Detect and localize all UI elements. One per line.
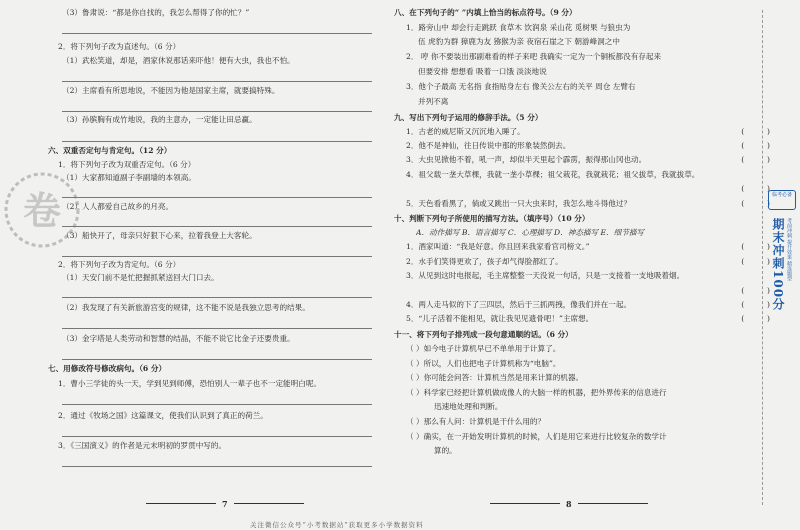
s6-q2-item-2: （2）我发现了有关新旅游宫变的规律，这不能不说是我独立思考的结果。 (62, 303, 310, 312)
footer-note: 关注微信公众号“小考数据站”获取更多小学数据资料 (250, 521, 424, 529)
answer-paren[interactable]: ( ) (741, 127, 770, 136)
answer-paren[interactable]: ( ) (741, 257, 770, 266)
page-7 (0, 0, 380, 512)
s8-item-2a: 2． 哼 你不要装出那副难看的样子来吧 我确实一定为一个铜板都没有存起来 (406, 52, 662, 61)
s8-item-1b: 伍 虎豹为群 獐鹿为友 猕猴为亲 夜宿石崖之下 朝游峰洞之中 (418, 37, 620, 46)
answer-line[interactable] (62, 197, 372, 198)
answer-line[interactable] (62, 33, 372, 34)
answer-line[interactable] (62, 404, 372, 405)
page-8 (394, 0, 774, 512)
s7-item-1: 1．曹小三学徒的头一天，学到见到师傅，恐怕别人一辈子也不一定能明白呢。 (58, 379, 322, 388)
section-8-title: 八、在下列句子的“ ”内填上恰当的标点符号。（9 分） (394, 8, 577, 17)
s6-q1-item-1: （1）大家都知道副子李副墙的本领高。 (62, 173, 196, 182)
q2-item-1: （1）武松笑道，却是，酒家休说那话来吓他！便有大虫，我也不怕。 (62, 56, 295, 65)
answer-line[interactable] (62, 436, 372, 437)
answer-paren[interactable]: ( ) (741, 155, 770, 164)
brand-badge (768, 190, 796, 370)
answer-line[interactable] (62, 297, 372, 298)
s8-item-2b: 但要安排 想想看 吸着一口饿 淡淡地说 (418, 67, 547, 76)
page-number-7: 7 (140, 500, 310, 509)
s10-item-2: 2．水手们笑得更欢了，孩子却气得脸都红了。 (406, 257, 563, 266)
s11-item-6: （ ）确实，在一开始发明计算机的时候，人们是用它来进行比较复杂的数学计 (406, 432, 667, 441)
s9-item-1: 1．古老的威尼斯又沉沉地入睡了。 (406, 127, 525, 136)
section-6-title: 六、双重否定句与肯定句。（12 分） (48, 146, 172, 155)
s9-item-4: 4．祖父载一垄大草棵，我就一垄小草棵；祖父栽花，我就栽花；祖父拔草，我就拔草。 (406, 170, 700, 179)
answer-paren[interactable]: ( ) (741, 314, 770, 323)
answer-line[interactable] (62, 226, 372, 227)
s8-item-3a: 3．他个子最高 无名指 食指贴身左右 像关公左右的关平 周仓 左臂右 (406, 82, 636, 91)
s9-item-3: 3．大虫见掀他不着，吼一声，却似半天里起个霹雳，振得那山冈也动。 (406, 155, 647, 164)
answer-paren[interactable]: ( ) (741, 300, 770, 309)
s11-item-6-cont: 算的。 (434, 446, 457, 455)
answer-paren[interactable]: ( ) (741, 199, 770, 208)
answer-line[interactable] (62, 111, 372, 112)
answer-line[interactable] (62, 256, 372, 257)
page-number-8: 8 (484, 500, 654, 509)
q2-item-2: （2）主席看有所思地说，不能因为他是国家主席，就要搞特殊。 (62, 86, 280, 95)
answer-paren[interactable]: ( ) (741, 286, 770, 295)
s10-item-4: 4．两人走马似的下了三四层，然后于三抓两拽，像我们并在一起。 (406, 300, 632, 309)
s11-item-4-cont: 迅速地处理和判断。 (434, 402, 503, 411)
s7-item-2: 2．通过《牧场之国》这篇课文，使我们认识到了真正的荷兰。 (58, 411, 268, 420)
cut-line (762, 10, 763, 505)
answer-paren[interactable]: ( ) (741, 184, 770, 193)
s10-item-3: 3．从见到这时电报起，毛主席整整一天没说一句话，只是一支接着一支地吸着烟。 (406, 271, 685, 280)
s10-item-1: 1．酒家叫道：“我是好意。你且回来我家看官司榜文。” (406, 242, 590, 251)
s6-q1-item-2: （2）人人都爱自己故乡的月亮。 (62, 202, 174, 211)
s11-item-1: （ ）如今电子计算机早已不单单用于计算了。 (406, 344, 561, 353)
s11-item-5: （ ）那么有人问：计算机是干什么用的？ (406, 417, 546, 426)
brand-tag: 临考必备 (768, 190, 796, 210)
s8-item-1a: 1．路旁山中 却会行走跳跃 食草木 饮润泉 采山花 觅树果 与狼虫为 (406, 23, 631, 32)
s9-item-2: 2．他不是神仙，往日传说中那的形象装然倒去。 (406, 141, 571, 150)
answer-line[interactable] (62, 81, 372, 82)
q3-item: （3）鲁肃说：“都是你自找的，我怎么帮得了你的忙？” (62, 8, 250, 17)
section-10-title: 十、判断下列句子所使用的描写方法。（填序号）（10 分） (394, 214, 590, 223)
stamp-text: 卷 (22, 189, 62, 233)
brand-title: 期末冲刺100分 (771, 218, 785, 312)
s11-item-4: （ ）科学家已经把计算机做成像人的大脑一样的机器，把外界传来的信息进行 (406, 388, 667, 397)
s6-q2-item-1: （1）天安门前不是忙把握抓紧送回大门口去。 (62, 273, 219, 282)
answer-paren[interactable]: ( ) (741, 242, 770, 251)
s10-options: A．动作描写 B．语言描写 C．心理描写 D．神态描写 E．细节描写 (416, 228, 645, 237)
s6-q1-heading: 1．将下列句子改为双重否定句。（6 分） (58, 160, 196, 169)
s7-item-3: 3．《三国演义》的作者是元末明初的罗贯中写的。 (58, 441, 227, 450)
q2-item-3: （3）孙膑胸有成竹地说，我的主意办，一定能让田忌赢。 (62, 115, 257, 124)
s11-item-2: （ ）所以，人们也把电子计算机称为“电脑”。 (406, 359, 561, 368)
s10-item-5: 5．“儿子活着不能相见，就让我见见遗骨吧！”主席想。 (406, 314, 594, 323)
s11-item-3: （ ）你可能会问答：计算机当然是用来计算的机器。 (406, 373, 584, 382)
s6-q2-item-3: （3）金字塔是人类劳动和智慧的结晶，不能不说它比金子还要贵重。 (62, 334, 295, 343)
s9-item-5: 5．天色看看黑了，倘或又跳出一只大虫来时，我怎么地斗得他过？ (406, 199, 632, 208)
s6-q2-heading: 2．将下列句子改为肯定句。（6 分） (58, 260, 181, 269)
answer-line[interactable] (62, 359, 372, 360)
answer-line[interactable] (62, 328, 372, 329)
section-11-title: 十一、将下列句子排列成一段句意通顺的话。（6 分） (394, 330, 573, 339)
s8-item-3b: 并列不离 (418, 97, 449, 106)
answer-line[interactable] (62, 141, 372, 142)
brand-subtitle: 考前冲刺 提升效果 精选题型 (786, 218, 792, 282)
section-7-title: 七、用修改符号修改病句。（6 分） (48, 364, 167, 373)
section-9-title: 九、写出下列句子运用的修辞手法。（5 分） (394, 113, 543, 122)
answer-line[interactable] (62, 466, 372, 467)
s6-q1-item-3: （3）船快开了，母亲只好狠下心来，拉着我登上大客轮。 (62, 231, 257, 240)
q2-heading: 2．将下列句子改为直述句。（6 分） (58, 42, 181, 51)
answer-paren[interactable]: ( ) (741, 141, 770, 150)
